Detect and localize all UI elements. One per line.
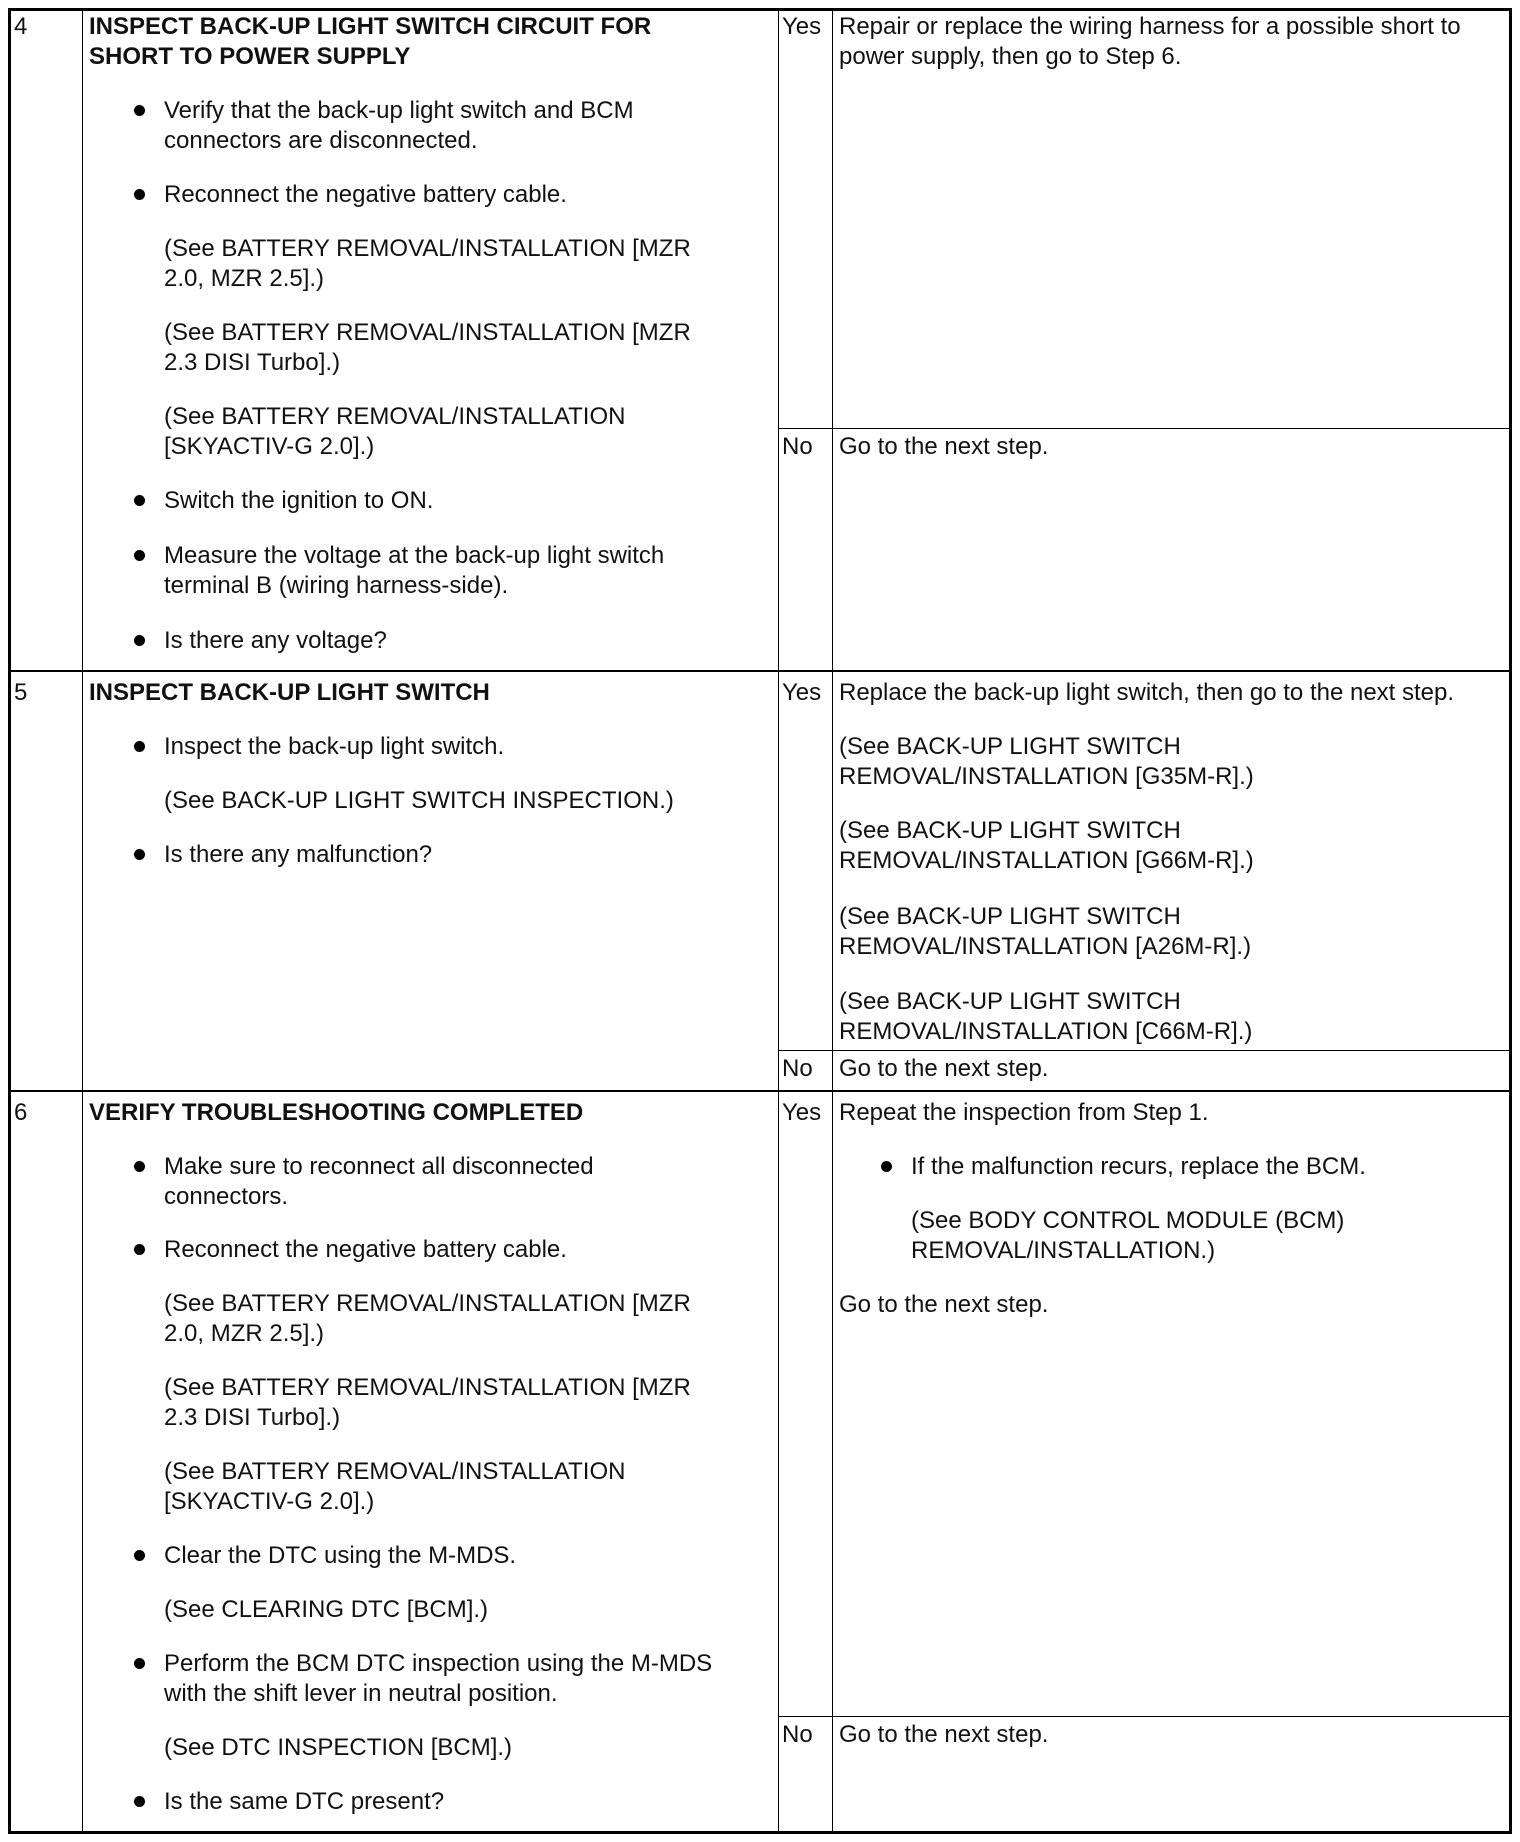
reference-text: 2.3 DISI Turbo].): [164, 349, 341, 376]
reference-text: (See BATTERY REMOVAL/INSTALLATION: [164, 1458, 626, 1485]
reference-text: (See BATTERY REMOVAL/INSTALLATION [MZR: [164, 1290, 691, 1317]
yes-reference-text: (See BACK-UP LIGHT SWITCH: [839, 733, 1181, 760]
bullet-dot: [134, 1796, 145, 1807]
bullet-dot: [134, 105, 145, 116]
bullet-text: Reconnect the negative battery cable.: [164, 1236, 567, 1263]
yes-reference-text: REMOVAL/INSTALLATION.): [911, 1237, 1216, 1264]
no-action-text: Go to the next step.: [839, 433, 1049, 460]
bullet-text: Switch the ignition to ON.: [164, 487, 434, 514]
bullet-dot: [134, 550, 145, 561]
bullet-text: connectors.: [164, 1183, 289, 1210]
no-label: No: [782, 1721, 813, 1748]
bullet-text: Is there any voltage?: [164, 627, 387, 654]
step-number: 6: [14, 1099, 28, 1126]
reference-text: (See BATTERY REMOVAL/INSTALLATION: [164, 403, 626, 430]
yes-action-text: Replace the back-up light switch, then go to the next step.: [839, 679, 1455, 706]
yes-label: Yes: [782, 13, 822, 40]
reference-text: (See BATTERY REMOVAL/INSTALLATION [MZR: [164, 1374, 691, 1401]
bullet-dot: [134, 849, 145, 860]
bullet-text: Is there any malfunction?: [164, 841, 433, 868]
bullet-text: terminal B (wiring harness-side).: [164, 572, 509, 599]
bullet-text: Inspect the back-up light switch.: [164, 733, 505, 760]
step-heading: INSPECT BACK-UP LIGHT SWITCH CIRCUIT FOR: [89, 13, 652, 40]
yes-reference-text: REMOVAL/INSTALLATION [A26M-R].): [839, 933, 1252, 960]
yes-action-text: Repair or replace the wiring harness for a possible short to: [839, 13, 1461, 40]
column-divider-step: [82, 11, 83, 1831]
reference-text: 2.0, MZR 2.5].): [164, 1320, 325, 1347]
yes-reference-text: REMOVAL/INSTALLATION [G66M-R].): [839, 847, 1254, 874]
yes-label: Yes: [782, 1099, 822, 1126]
column-divider-answer: [778, 11, 779, 1831]
reference-text: 2.0, MZR 2.5].): [164, 265, 325, 292]
bullet-text: Clear the DTC using the M-MDS.: [164, 1542, 517, 1569]
yes-reference-text: (See BACK-UP LIGHT SWITCH: [839, 817, 1181, 844]
bullet-dot: [134, 635, 145, 646]
yes-action-text: Repeat the inspection from Step 1.: [839, 1099, 1209, 1126]
reference-text: (See BATTERY REMOVAL/INSTALLATION [MZR: [164, 319, 691, 346]
reference-text: [SKYACTIV-G 2.0].): [164, 1488, 375, 1515]
no-action-text: Go to the next step.: [839, 1721, 1049, 1748]
bullet-text: Measure the voltage at the back-up light switch: [164, 542, 665, 569]
reference-text: (See BACK-UP LIGHT SWITCH INSPECTION.): [164, 787, 674, 814]
bullet-dot: [134, 741, 145, 752]
yes-no-divider-4: [778, 428, 1509, 429]
yes-label: Yes: [782, 679, 822, 706]
bullet-text: Perform the BCM DTC inspection using the M-MDS: [164, 1650, 713, 1677]
column-divider-action: [832, 11, 833, 1831]
reference-text: 2.3 DISI Turbo].): [164, 1404, 341, 1431]
step-heading: VERIFY TROUBLESHOOTING COMPLETED: [89, 1099, 584, 1126]
yes-action-text: Go to the next step.: [839, 1291, 1049, 1318]
bullet-text: connectors are disconnected.: [164, 127, 478, 154]
reference-text: [SKYACTIV-G 2.0].): [164, 433, 375, 460]
no-action-text: Go to the next step.: [839, 1055, 1049, 1082]
bullet-dot: [134, 1550, 145, 1561]
troubleshooting-table: [8, 8, 1512, 1834]
step-heading: INSPECT BACK-UP LIGHT SWITCH: [89, 679, 490, 706]
bullet-dot: [881, 1161, 892, 1172]
bullet-text: with the shift lever in neutral position.: [164, 1680, 558, 1707]
yes-reference-text: (See BODY CONTROL MODULE (BCM): [911, 1207, 1345, 1234]
step-number: 4: [14, 13, 28, 40]
row-divider-5-6: [11, 1090, 1509, 1092]
reference-text: (See DTC INSPECTION [BCM].): [164, 1734, 513, 1761]
yes-reference-text: (See BACK-UP LIGHT SWITCH: [839, 988, 1181, 1015]
yes-reference-text: (See BACK-UP LIGHT SWITCH: [839, 903, 1181, 930]
no-label: No: [782, 433, 813, 460]
bullet-dot: [134, 1244, 145, 1255]
bullet-text: Verify that the back-up light switch and BCM: [164, 97, 634, 124]
row-divider-4-5: [11, 670, 1509, 672]
bullet-text: Make sure to reconnect all disconnected: [164, 1153, 594, 1180]
step-heading: SHORT TO POWER SUPPLY: [89, 43, 411, 70]
yes-reference-text: REMOVAL/INSTALLATION [G35M-R].): [839, 763, 1254, 790]
step-number: 5: [14, 679, 28, 706]
bullet-dot: [134, 1161, 145, 1172]
no-label: No: [782, 1055, 813, 1082]
yes-no-divider-6: [778, 1716, 1509, 1717]
bullet-dot: [134, 189, 145, 200]
bullet-text: Is the same DTC present?: [164, 1788, 445, 1815]
yes-action-text: power supply, then go to Step 6.: [839, 43, 1182, 70]
yes-no-divider-5: [778, 1050, 1509, 1051]
bullet-dot: [134, 1658, 145, 1669]
reference-text: (See CLEARING DTC [BCM].): [164, 1596, 489, 1623]
bullet-dot: [134, 495, 145, 506]
bullet-text: Reconnect the negative battery cable.: [164, 181, 567, 208]
yes-reference-text: REMOVAL/INSTALLATION [C66M-R].): [839, 1018, 1253, 1045]
yes-bullet-text: If the malfunction recurs, replace the BCM.: [911, 1153, 1366, 1180]
reference-text: (See BATTERY REMOVAL/INSTALLATION [MZR: [164, 235, 691, 262]
